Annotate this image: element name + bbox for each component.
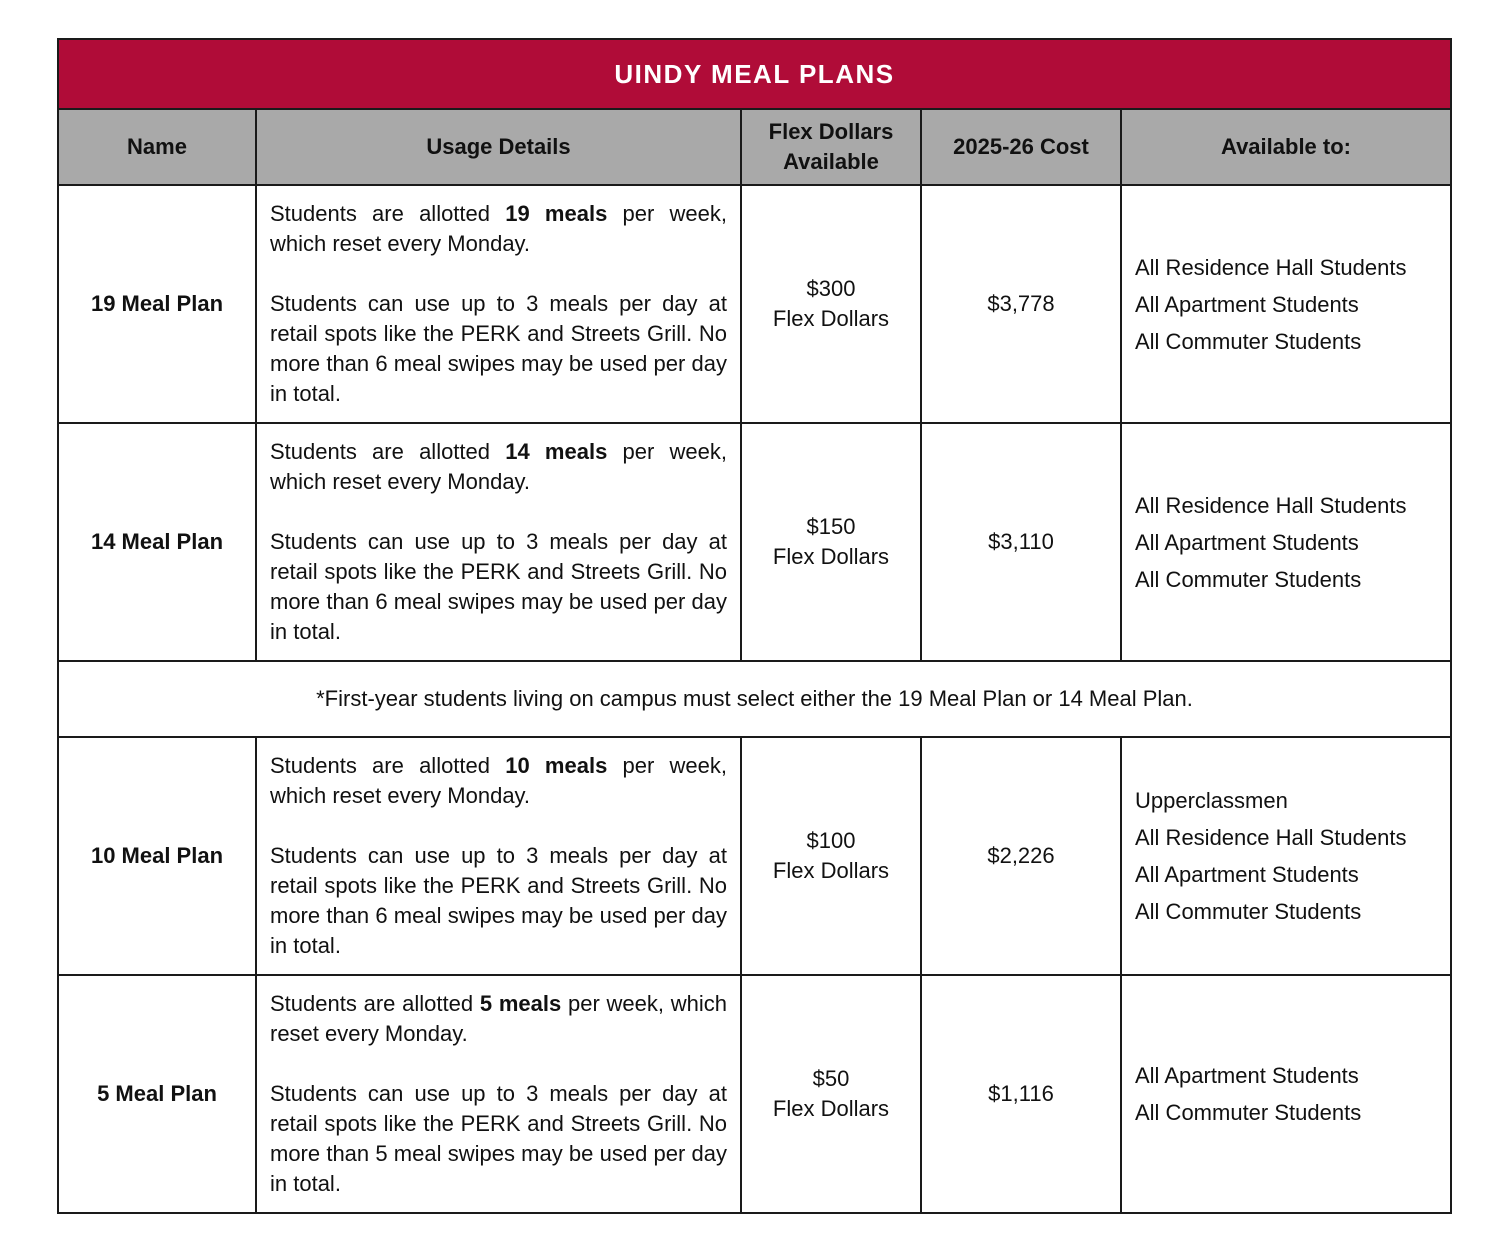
usage-rules: Students can use up to 3 meals per day at retail spots like the PERK and Streets Grill. No more than 6 meal swipes may be used per day in total. [270, 291, 727, 406]
flex-amount: $300 [806, 276, 856, 301]
usage-rules: Students can use up to 3 meals per day at retail spots like the PERK and Streets Grill. No more than 6 meal swipes may be used per day in total. [270, 529, 727, 644]
availability [1121, 737, 1451, 975]
usage-details [256, 737, 741, 975]
usage-allotment [270, 437, 727, 497]
availability-item: All Apartment Students [1135, 529, 1359, 555]
usage-pre: Students are allotted [270, 753, 506, 778]
header-flex-line1: Flex Dollars [768, 119, 894, 144]
plan-row-5 [58, 975, 1451, 1213]
flex-label: Flex Dollars [772, 858, 890, 883]
meal-plans-table [57, 38, 1452, 1214]
usage-pre: Students are allotted [270, 991, 480, 1016]
availability [1121, 975, 1451, 1213]
plan-name: 10 Meal Plan [58, 737, 256, 975]
flex-label: Flex Dollars [772, 544, 890, 569]
plan-cost: $3,778 [921, 185, 1121, 423]
availability [1121, 185, 1451, 423]
usage-meals: 5 meals [479, 991, 562, 1016]
usage-pre: Students are allotted [270, 201, 506, 226]
availability-item: All Commuter Students [1135, 1100, 1362, 1125]
header-available: Available to: [1121, 109, 1451, 185]
flex-amount: $100 [806, 828, 856, 853]
availability-item: Upperclassmen [1135, 788, 1288, 813]
note-row [58, 661, 1451, 737]
availability-item: All Apartment Students [1135, 291, 1359, 317]
flex-dollars [741, 423, 921, 661]
plan-row-19 [58, 185, 1451, 423]
availability-item: All Commuter Students [1135, 566, 1362, 592]
header-flex-line2: Available [783, 149, 879, 174]
plan-row-10 [58, 737, 1451, 975]
plan-cost: $2,226 [921, 737, 1121, 975]
header-row [58, 109, 1451, 185]
plan-cost: $3,110 [921, 423, 1121, 661]
plan-row-14 [58, 423, 1451, 661]
usage-rules: Students can use up to 3 meals per day at retail spots like the PERK and Streets Grill. No more than 5 meal swipes may be used per day in total. [270, 1081, 727, 1196]
usage-allotment [270, 989, 727, 1049]
usage-meals: 14 meals [505, 439, 608, 464]
usage-post: per week, which reset every Monday. [270, 991, 727, 1046]
availability-item: All Residence Hall Students [1135, 254, 1407, 280]
plan-name: 19 Meal Plan [58, 185, 256, 423]
availability-item: All Commuter Students [1135, 899, 1362, 924]
plan-cost: $1,116 [921, 975, 1121, 1213]
header-flex [741, 109, 921, 185]
usage-rules: Students can use up to 3 meals per day at retail spots like the PERK and Streets Grill. No more than 6 meal swipes may be used per day in total. [270, 843, 727, 958]
usage-post: per week, which reset every Monday. [270, 201, 728, 256]
usage-allotment [270, 199, 727, 259]
usage-details [256, 975, 741, 1213]
usage-meals: 10 meals [505, 753, 608, 778]
flex-label: Flex Dollars [772, 1096, 890, 1121]
usage-allotment [270, 751, 727, 811]
usage-details [256, 185, 741, 423]
flex-dollars [741, 975, 921, 1213]
first-year-note: *First-year students living on campus must select either the 19 Meal Plan or 14 Meal Plan. [58, 661, 1451, 737]
plan-name: 5 Meal Plan [58, 975, 256, 1213]
availability-item: All Commuter Students [1135, 328, 1362, 354]
availability-item: All Apartment Students [1135, 1063, 1359, 1088]
availability-item: All Apartment Students [1135, 862, 1359, 887]
header-name: Name [58, 109, 256, 185]
availability-item: All Residence Hall Students [1135, 492, 1407, 518]
usage-meals: 19 meals [505, 201, 608, 226]
flex-amount: $50 [812, 1066, 850, 1091]
availability-item: All Residence Hall Students [1135, 825, 1407, 850]
usage-post: per week, which reset every Monday. [270, 753, 728, 808]
usage-details [256, 423, 741, 661]
table-title: UINDY MEAL PLANS [58, 39, 1451, 109]
flex-label: Flex Dollars [772, 306, 890, 331]
flex-dollars [741, 185, 921, 423]
header-cost: 2025-26 Cost [921, 109, 1121, 185]
flex-dollars [741, 737, 921, 975]
availability [1121, 423, 1451, 661]
usage-pre: Students are allotted [270, 439, 506, 464]
header-usage: Usage Details [256, 109, 741, 185]
usage-post: per week, which reset every Monday. [270, 439, 728, 494]
flex-amount: $150 [806, 514, 856, 539]
plan-name: 14 Meal Plan [58, 423, 256, 661]
